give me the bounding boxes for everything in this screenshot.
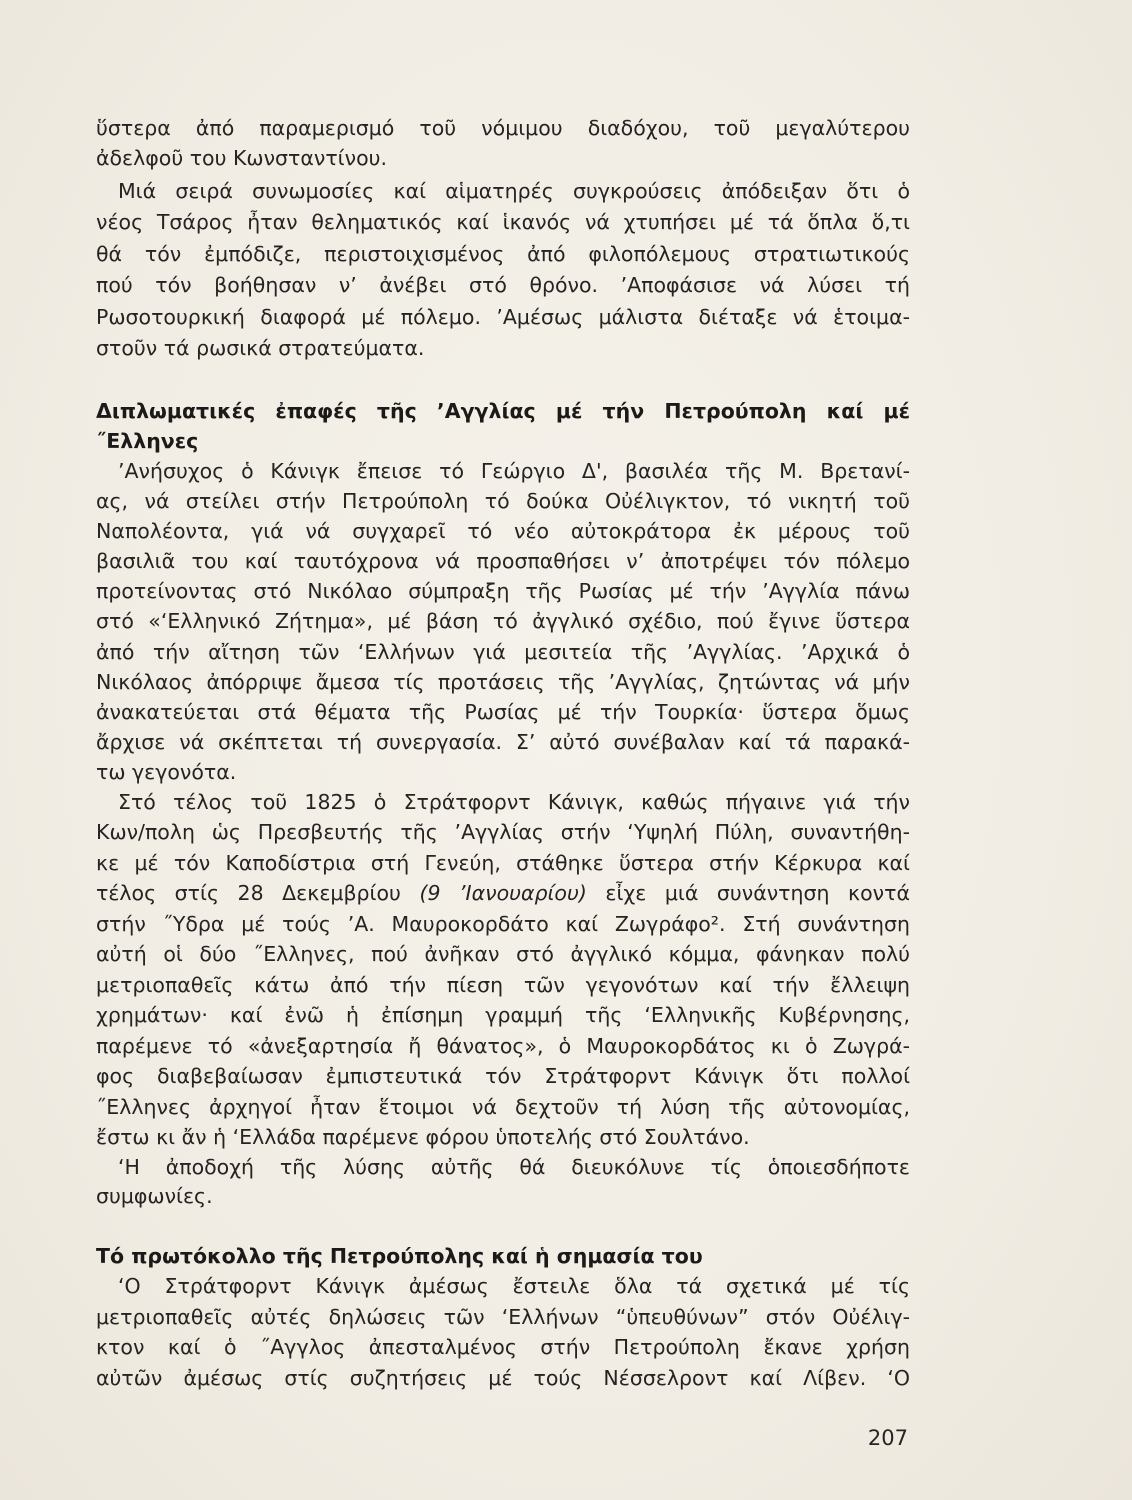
paragraph <box>96 787 910 1152</box>
text-line: ˝Ελληνες ἀρχηγοί ἦταν ἕτοιμοι νά δεχτοῦν τή λύση τῆς αὐτονομίας, <box>96 1094 910 1119</box>
text-line: ὕστερα ἀπό παραμερισμό τοῦ νόμιμου διαδόχου, τοῦ μεγαλύτερου <box>96 116 910 140</box>
text-segment: εἶχε μιά συνάντηση κοντά <box>605 881 910 906</box>
text-line: Στό τέλος τοῦ 1825 ὁ Στράτφορντ Κάνιγκ, καθώς πήγαινε γιά τήν <box>118 790 910 814</box>
text-line: ἀπό τήν αἴτηση τῶν ‘Ελλήνων γιά μεσιτεία τῆς ’Αγγλίας. ’Αρχικά ὁ <box>96 639 910 664</box>
text-line: συμφωνίες. <box>96 1183 213 1208</box>
heading-line: Τό πρωτόκολλο τῆς Πετρούπολης καί ἡ σημασία του <box>96 1244 703 1268</box>
text-line: μετριοπαθεῖς κάτω ἀπό τήν πίεση τῶν γεγονότων καί τήν ἔλλειψη <box>96 972 910 997</box>
heading-line: Διπλωματικές ἐπαφές τῆς ’Αγγλίας μέ τήν Πετρούπολη καί μέ <box>96 399 910 423</box>
text-line: ‘Η ἀποδοχή τῆς λύσης αὐτῆς θά διευκόλυνε τίς ὁποιεσδήποτε <box>118 1155 910 1179</box>
text-line: Ρωσοτουρκική διαφορά μέ πόλεμο. ’Αμέσως μάλιστα διέταξε νά ἑτοιμα- <box>96 304 910 329</box>
text-line: ας, νά στείλει στήν Πετρούπολη τό δούκα Οὐέλιγκτον, τό νικητή τοῦ <box>96 489 910 514</box>
text-line: προτείνοντας στό Νικόλαο σύμπραξη τῆς Ρωσίας μέ τήν ’Αγγλία πάνω <box>96 579 910 604</box>
paragraph <box>96 456 910 787</box>
text-line: ἀδελφοῦ του Κωνσταντίνου. <box>96 146 387 170</box>
text-line: ἔστω κι ἄν ἡ ‘Ελλάδα παρέμενε φόρου ὑποτελής στό Σουλτάνο. <box>96 1124 750 1149</box>
text-line: αὐτή οἱ δύο ˝Ελληνες, πού ἀνῆκαν στό ἀγγλικό κόμμα, φάνηκαν πολύ <box>96 942 910 967</box>
text-line: Μιά σειρά συνωμοσίες καί αἱματηρές συγκρούσεις ἀπόδειξαν ὅτι ὁ <box>118 179 910 203</box>
paragraph <box>96 176 910 364</box>
text-line: χρημάτων· καί ἐνῶ ἡ ἐπίσημη γραμμή τῆς ‘Ελληνικῆς Κυβέρνησης, <box>96 1003 910 1028</box>
page-number: 207 <box>867 1426 908 1450</box>
text-line: αὐτῶν ἀμέσως στίς συζητήσεις μέ τούς Νέσσελροντ καί Λίβεν. ‘Ο <box>96 1365 910 1390</box>
text-line: στό «‘Ελληνικό Ζήτημα», μέ βάση τό ἀγγλικό σχέδιο, πού ἔγινε ὕστερα <box>96 609 910 634</box>
paragraph-continuation <box>96 113 910 173</box>
paragraph <box>96 1153 910 1210</box>
section-heading <box>96 1241 910 1271</box>
text-line: στοῦν τά ρωσικά στρατεύματα. <box>96 336 425 361</box>
text-line: ἄρχισε νά σκέπτεται τή συνεργασία. Σ’ αὐτό συνέβαλαν καί τά παρακά- <box>96 729 910 754</box>
text-line: μετριοπαθεῖς αὐτές δηλώσεις τῶν ‘Ελλήνων “ὑπευθύνων” στόν Οὐέλιγ- <box>96 1304 910 1329</box>
text-line: ’Ανήσυχος ὁ Κάνιγκ ἔπεισε τό Γεώργιο Δ', βασιλέα τῆς Μ. Βρετανί- <box>118 459 910 483</box>
text-line: τω γεγονότα. <box>96 759 237 784</box>
text-segment: τέλος στίς 28 Δεκεμβρίου <box>96 881 401 906</box>
text-line: φος διαβεβαίωσαν ἐμπιστευτικά τόν Στράτφορντ Κάνιγκ ὅτι πολλοί <box>96 1064 910 1089</box>
text-line: κε μέ τόν Καποδίστρια στή Γενεύη, στάθηκε ὕστερα στήν Κέρκυρα καί <box>96 850 910 875</box>
section-heading <box>96 396 910 456</box>
text-line: παρέμενε τό «ἀνεξαρτησία ἤ θάνατος», ὁ Μαυροκορδάτος κι ὁ Ζωγρά- <box>96 1033 910 1058</box>
text-line: Νικόλαος ἀπόρριψε ἄμεσα τίς προτάσεις τῆς ’Αγγλίας, ζητώντας νά μήν <box>96 669 910 694</box>
text-line: ‘Ο Στράτφορντ Κάνιγκ ἀμέσως ἔστειλε ὅλα τά σχετικά μέ τίς <box>118 1274 910 1298</box>
text-line <box>96 878 910 908</box>
heading-line: ˝Ελληνες <box>96 429 199 453</box>
text-line: Ναπολέοντα, γιά νά συγχαρεῖ τό νέο αὐτοκράτορα ἐκ μέρους τοῦ <box>96 519 910 544</box>
paragraph <box>96 1271 910 1393</box>
text-line: νέος Τσάρος ἦταν θεληματικός καί ἱκανός νά χτυπήσει μέ τά ὅπλα ὅ,τι <box>96 210 910 235</box>
text-line: στήν ˝Υδρα μέ τούς ’Α. Μαυροκορδάτο καί Ζωγράφο². Στή συνάντηση <box>96 911 910 936</box>
text-line: βασιλιᾶ του καί ταυτόχρονα νά προσπαθήσει ν’ ἀποτρέψει τόν πόλεμο <box>96 549 910 574</box>
text-line: κτον καί ὁ ˝Αγγλος ἀπεσταλμένος στήν Πετρούπολη ἔκανε χρήση <box>96 1335 910 1359</box>
text-line: Κων/πολη ὡς Πρεσβευτής τῆς ’Αγγλίας στήν ‘Υψηλή Πύλη, συναντήθη- <box>96 820 910 845</box>
text-line: πού τόν βοήθησαν ν’ ἀνέβει στό θρόνο. ’Αποφάσισε νά λύσει τή <box>96 273 910 298</box>
text-line: θά τόν ἐμπόδιζε, περιστοιχισμένος ἀπό φιλοπόλεμους στρατιωτικούς <box>96 241 910 266</box>
italic-date: (9 ’Ιανουαρίου) <box>419 881 587 906</box>
text-line: ἀνακατεύεται στά θέματα τῆς Ρωσίας μέ τήν Τουρκία· ὕστερα ὅμως <box>96 699 910 724</box>
